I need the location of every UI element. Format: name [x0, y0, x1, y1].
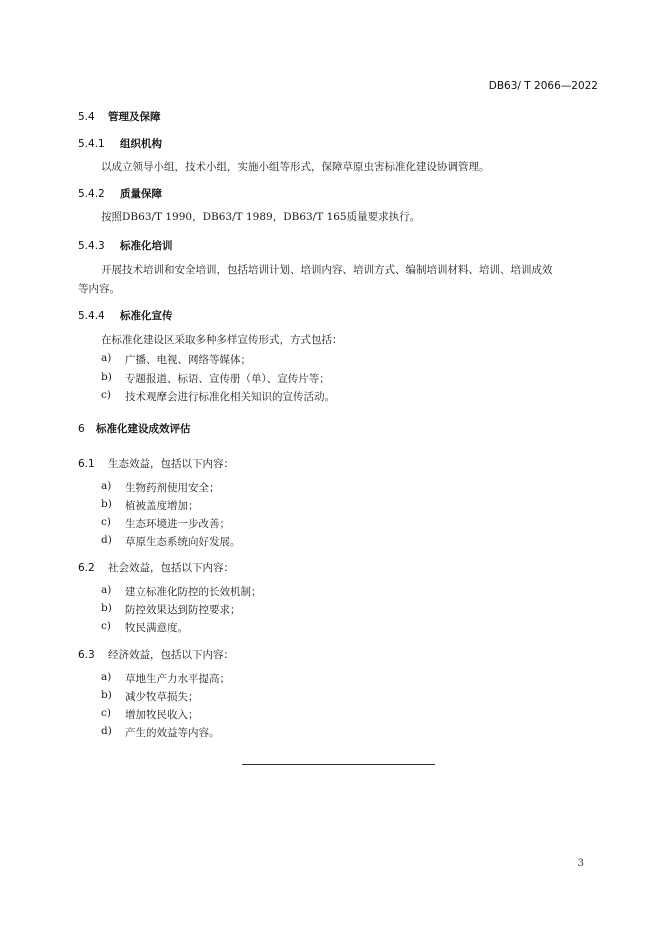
- section-heading-6: [78, 421, 191, 436]
- paragraph-5-4-4: 在标准化建设区采取多种多样宣传形式，方式包括：: [101, 334, 343, 346]
- list-text: 专题报道、标语、宣传册（单）、宣传片等；: [125, 373, 330, 385]
- section-number: 5.4: [78, 111, 95, 123]
- paragraph-5-4-3-line-1: 开展技术培训和安全培训，包括培训计划、培训内容、培训方式、编制培训材料、培训、培训成效: [101, 264, 553, 276]
- list-marker: c): [101, 516, 111, 528]
- section-number: 5.4.3: [78, 240, 105, 252]
- list-text: 植被盖度增加；: [125, 500, 199, 512]
- list-marker: a): [101, 352, 112, 364]
- list-marker: c): [101, 620, 111, 632]
- list-text: 建立标准化防控的长效机制；: [125, 586, 262, 598]
- list-text: 广播、电视、网络等媒体；: [125, 354, 251, 366]
- list-text: 防控效果达到防控要求；: [125, 604, 241, 616]
- list-marker: c): [101, 389, 111, 401]
- paragraph-5-4-1: 以成立领导小组，技术小组，实施小组等形式，保障草原虫害标准化建设协调管理。: [101, 161, 490, 173]
- section-number: 6: [78, 423, 85, 435]
- list-marker: b): [101, 689, 112, 701]
- section-title: 标准化培训: [120, 240, 173, 252]
- list-marker: d): [101, 725, 112, 737]
- section-number: 5.4.2: [78, 188, 105, 200]
- section-text: 经济效益，包括以下内容：: [108, 649, 234, 661]
- list-marker: b): [101, 498, 112, 510]
- list-text: 产生的效益等内容。: [125, 727, 220, 739]
- section-heading-5-4: [78, 109, 161, 124]
- list-marker: b): [101, 602, 112, 614]
- paragraph-5-4-3-line-2: 等内容。: [78, 283, 120, 295]
- list-marker: b): [101, 371, 112, 383]
- list-text: 牧民满意度。: [125, 622, 188, 634]
- section-number: 6.3: [78, 649, 95, 661]
- paragraph-5-4-2: 按照DB63/T 1990，DB63/T 1989，DB63/T 165质量要求执行。: [101, 211, 421, 223]
- list-marker: d): [101, 534, 112, 546]
- section-number: 6.2: [78, 562, 95, 574]
- section-number: 5.4.1: [78, 138, 105, 150]
- section-heading-6-3: [78, 647, 234, 662]
- section-title: 管理及保障: [108, 111, 161, 123]
- list-marker: c): [101, 707, 111, 719]
- page-number: 3: [577, 858, 584, 869]
- section-number: 6.1: [78, 458, 95, 470]
- list-text: 技术观摩会进行标准化相关知识的宣传活动。: [125, 391, 335, 403]
- list-text: 草原生态系统向好发展。: [125, 536, 241, 548]
- section-heading-5-4-2: [78, 186, 162, 201]
- section-title: 质量保障: [120, 188, 162, 200]
- list-marker: a): [101, 480, 112, 492]
- section-title: 标准化建设成效评估: [96, 423, 191, 435]
- list-marker: a): [101, 584, 112, 596]
- list-marker: a): [101, 671, 112, 683]
- section-title: 组织机构: [120, 138, 162, 150]
- section-text: 社会效益，包括以下内容：: [108, 562, 234, 574]
- section-text: 生态效益，包括以下内容：: [108, 458, 234, 470]
- section-heading-6-1: [78, 456, 234, 471]
- section-title: 标准化宣传: [120, 310, 173, 322]
- list-text: 减少牧草损失；: [125, 691, 199, 703]
- list-text: 增加牧民收入；: [125, 709, 199, 721]
- document-code: DB63/ T 2066—2022: [488, 80, 598, 92]
- section-number: 5.4.4: [78, 310, 105, 322]
- section-heading-6-2: [78, 560, 234, 575]
- end-of-document-rule: [242, 764, 435, 765]
- list-text: 草地生产力水平提高；: [125, 673, 230, 685]
- list-text: 生物药剂使用安全；: [125, 482, 220, 494]
- section-heading-5-4-1: [78, 136, 162, 151]
- list-text: 生态环境进一步改善；: [125, 518, 230, 530]
- section-heading-5-4-3: [78, 238, 173, 253]
- section-heading-5-4-4: [78, 308, 173, 323]
